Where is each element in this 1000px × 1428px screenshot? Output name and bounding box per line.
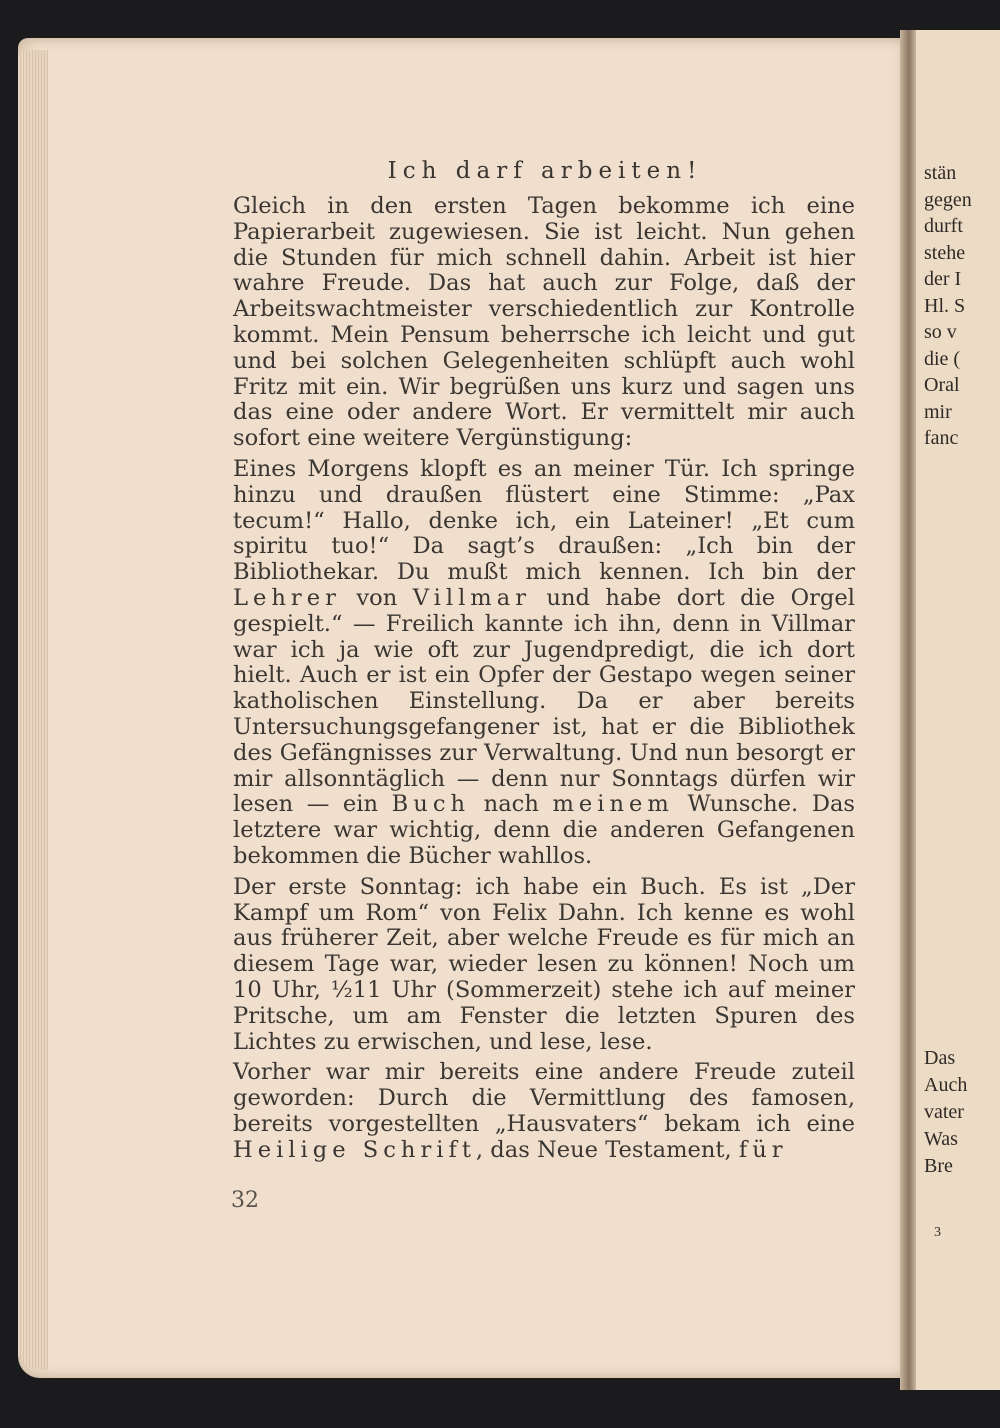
paragraph: [233, 1060, 855, 1163]
text-run: Eines Morgens klopft es an meiner Tür. Ich springe hinzu und draußen flüstert eine Stimme: „Pax tecum!“ Hallo, denke ich, ein Lateiner! „Et cum spiritu tuo!“ Da sagt’s draußen: „Ich bin der Bibliothekar. Du mußt mich kennen. Ich bin der: [233, 455, 855, 586]
text-run: von: [340, 584, 413, 611]
spaced-emphasis: Villmar: [412, 584, 531, 611]
fragment-line: durft: [924, 215, 963, 237]
spaced-emphasis: Lehrer: [233, 584, 341, 611]
fragment-line: vater: [924, 1101, 964, 1123]
text-run: , das Neue Testament,: [475, 1136, 739, 1163]
text-run: nach: [470, 791, 553, 818]
right-page-number: 3: [934, 1225, 941, 1240]
running-head: Ich darf arbeiten!: [387, 158, 703, 184]
fragment-line: der I: [924, 268, 962, 290]
text-run: Gleich in den ersten Tagen bekomme ich eine Papierarbeit zugewiesen. Sie ist leicht. Nun gehen die Stunden für mich schnell dahin. Arbeit ist hier wahre Freude. Das hat auch zur Folge, daß der Arbeitswachtmeister verschiedentlich zur Kontrolle kommt. Mein Pensum beherrsche ich leicht und gut und bei solchen Gelegenheiten schlüpft auch wohl Fritz mit ein. Wir begrüßen uns kurz und sagen uns das eine oder andere Wort. Er vermittelt mir auch sofort eine weitere Vergünstigung:: [233, 193, 855, 452]
paragraph: [233, 875, 855, 1056]
page-number: 32: [231, 1188, 259, 1213]
text-run: und habe dort die Orgel gespielt.“ — Freilich kannte ich ihn, denn in Villmar war ich ja wie oft zur Jugendpredigt, die ich dort hielt. Auch er ist ein Opfer der Gestapo wegen seiner katholischen Einstellung. Da er aber bereits Untersuchungsgefangener ist, hat er die Bibliothek des Gefängnisses zur Verwaltung. Und nun besorgt er mir allsonntäglich — denn nur Sonntags dürfen wir lesen — ein: [233, 584, 855, 818]
spaced-emphasis: meinem: [552, 791, 674, 818]
text-run: Vorher war mir bereits eine andere Freude zuteil geworden: Durch die Vermittlung des famosen, bereits vorgestellten „Hausvaters“ bekam ich eine: [233, 1059, 855, 1137]
right-page: [916, 30, 1000, 1390]
fragment-line: mir: [924, 400, 952, 423]
fragment-line: Bre: [924, 1155, 953, 1177]
fragment-line: Das: [924, 1047, 956, 1069]
right-page-fragments-bottom: [924, 1045, 967, 1180]
fragment-line: die (: [924, 347, 961, 370]
fragment-line: so v: [924, 321, 957, 343]
spaced-emphasis: Heilige Schrift: [233, 1136, 476, 1163]
fragment-line: Auch: [924, 1074, 968, 1096]
paragraph: [233, 457, 855, 870]
fragment-line: gegen: [924, 188, 972, 211]
page-edge: [18, 50, 48, 1370]
fragment-line: Oral: [924, 374, 960, 396]
fragment-line: stehe: [924, 241, 966, 264]
fragment-line: fanc: [924, 427, 959, 449]
text-run: Der erste Sonntag: ich habe ein Buch. Es ist „Der Kampf um Rom“ von Felix Dahn. Ich kenne es wohl aus früherer Zeit, aber welche Freude es für mich an diesem Tage war, wieder lesen zu können! Noch um 10 Uhr, ½11 Uhr (Sommerzeit) stehe ich auf meiner Pritsche, um am Fenster die letzten Spuren des Lichtes zu erwischen, und lese, lese.: [233, 873, 855, 1055]
body-text: [233, 194, 855, 1168]
paragraph: [233, 194, 855, 452]
fragment-line: Hl. S: [924, 294, 966, 317]
fragment-line: stän: [924, 162, 957, 184]
right-page-fragments-top: [924, 160, 972, 452]
spaced-emphasis: Buch: [391, 791, 471, 818]
spaced-emphasis: für: [738, 1136, 788, 1163]
fragment-line: Was: [924, 1128, 958, 1150]
text-run: Wunsche. Das letztere war wichtig, denn die anderen Gefangenen bekommen die Bücher wahllos.: [233, 791, 856, 869]
